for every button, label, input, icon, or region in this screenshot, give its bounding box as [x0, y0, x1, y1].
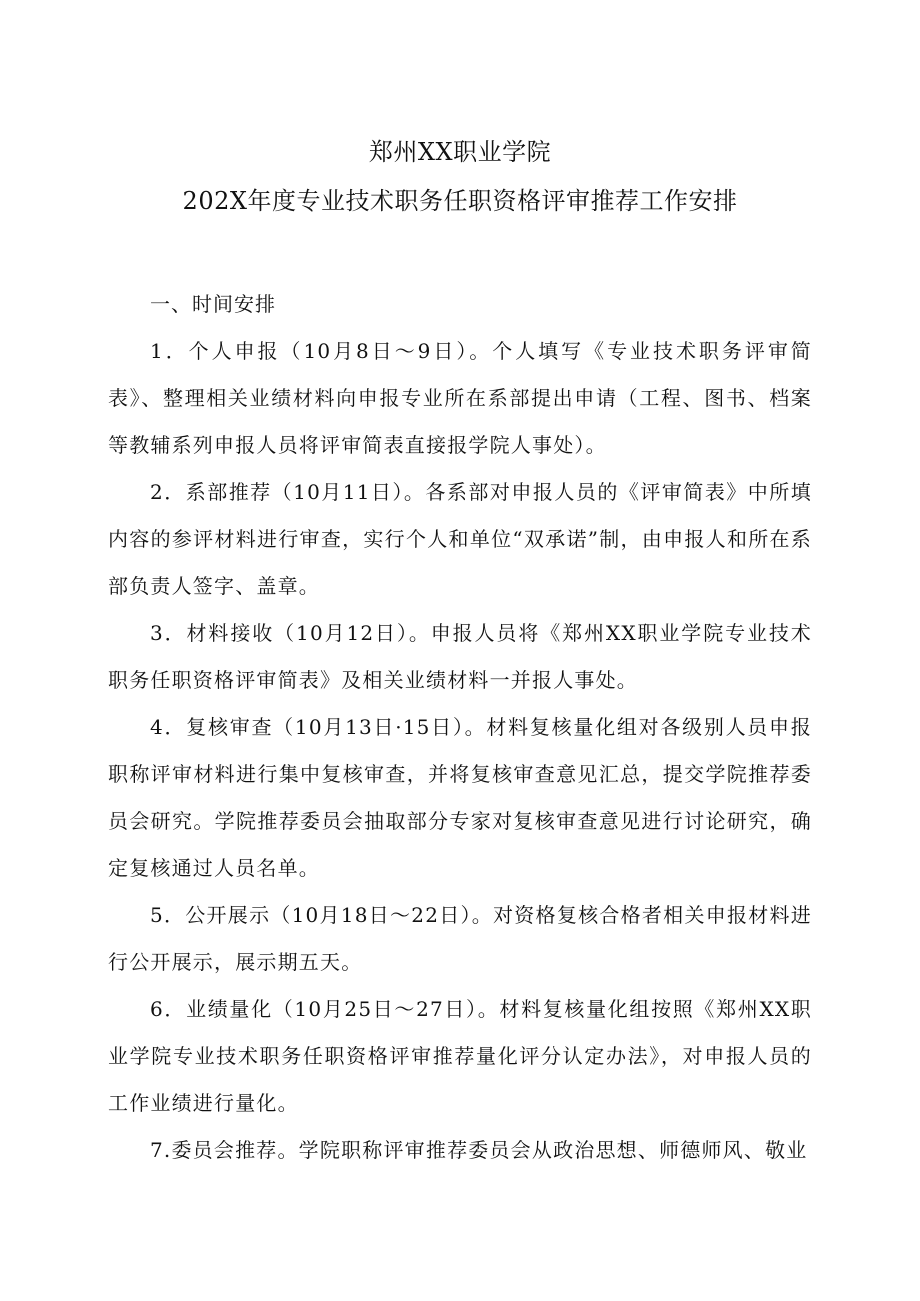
paragraph-personal-application: 1．个人申报（10月8日～9日）。个人填写《专业技术职务评审简表》、整理相关业绩材料向申报专业所在系部提出申请（工程、图书、档案等教辅系列申报人员将评审简表直接报学院人事处）。 — [108, 339, 812, 457]
paragraph-material-receipt: 3．材料接收（10月12日）。申报人员将《郑州XX职业学院专业技术职务任职资格评审简表》及相关业绩材料一并报人事处。 — [108, 621, 812, 692]
paragraph-performance-quantification: 6．业绩量化（10月25日～27日）。材料复核量化组按照《郑州XX职业学院专业技术职务任职资格评审推荐量化评分认定办法》，对申报人员的工作业绩进行量化。 — [108, 997, 812, 1115]
paragraph-department-recommendation: 2．系部推荐（10月11日）。各系部对申报人员的《评审简表》中所填内容的参评材料进行审查，实行个人和单位“双承诺”制，由申报人和所在系部负责人签字、盖章。 — [108, 480, 812, 598]
paragraph-public-display: 5．公开展示（10月18日～22日）。对资格复核合格者相关申报材料进行公开展示，展示期五天。 — [108, 903, 812, 974]
document-title-line2: 202X年度专业技术职务任职资格评审推荐工作安排 — [182, 187, 738, 215]
paragraph-committee-recommendation: 7.委员会推荐。学院职称评审推荐委员会从政治思想、师德师风、敬业 — [150, 1138, 808, 1162]
section-heading: 一、时间安排 — [150, 292, 276, 316]
document-title-line1: 郑州XX职业学院 — [368, 138, 552, 166]
paragraph-review-check: 4．复核审查（10月13日·15日）。材料复核量化组对各级别人员申报职称评审材料进行集中复核审查，并将复核审查意见汇总，提交学院推荐委员会研究。学院推荐委员会抽取部分专家对复核审查意见进行讨论研究，确定复核通过人员名单。 — [108, 715, 812, 880]
document-body — [108, 281, 812, 1174]
